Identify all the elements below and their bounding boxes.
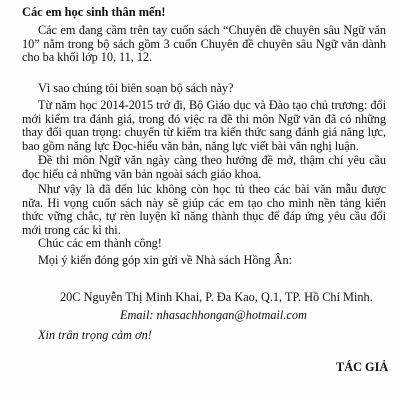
email-line — [120, 308, 307, 322]
closing-line: Xin trân trọng cảm ơn! — [38, 328, 152, 342]
wish-paragraph: Chúc các em thành công! — [38, 236, 162, 250]
email-address: nhasachhongan@hotmail.com — [156, 308, 307, 322]
publisher-address: 20C Nguyễn Thị Minh Khai, P. Đa Kao, Q.1, TP. Hồ Chí Minh. — [60, 290, 373, 304]
intro-paragraph: Các em đang cầm trên tay cuốn sách “Chuyên đề chuyên sâu Ngữ văn 10” nằm trong bộ sách gồm 3 cuốn Chuyên đề chuyên sâu Ngữ văn dành cho ba khối lớp 10, 11, 12. — [22, 23, 386, 65]
question-paragraph: Vì sao chúng tôi biên soạn bộ sách này? — [38, 81, 234, 95]
feedback-paragraph: Mọi ý kiến đóng góp xin gửi về Nhà sách Hồng Ân: — [38, 253, 292, 267]
reason-paragraph: Từ năm học 2014-2015 trở đi, Bộ Giáo dục và Đào tạo chủ trương: đổi mới kiểm tra đánh giá, trong đó việc ra đề thi môn Ngữ văn đã có những thay đổi quan trọng: chuyển từ kiểm tra kiến thức sang đánh giá năng lực, bao gồm năng lực Đọc-hiểu văn bản, năng lực viết bài văn nghị luận. — [22, 98, 386, 153]
exam-paragraph: Đề thi môn Ngữ văn ngày càng theo hướng đề mở, thậm chí yêu cầu đọc hiểu cả những văn bản ngoài sách giáo khoa. — [22, 153, 386, 181]
email-label: Email: — [120, 308, 154, 322]
author-signature: TÁC GIẢ — [336, 360, 389, 374]
hope-paragraph: Như vậy là đã đến lúc không còn học tủ theo các bài văn mẫu được nữa. Hi vọng cuốn sách này sẽ giúp các em tạo cho mình nền tảng kiến thức vững chắc, tự rèn luyện kĩ năng thành thục để đáp ứng yêu cầu đổi mới trong các kì thi. — [22, 182, 386, 237]
greeting-heading: Các em học sinh thân mến! — [22, 5, 166, 19]
